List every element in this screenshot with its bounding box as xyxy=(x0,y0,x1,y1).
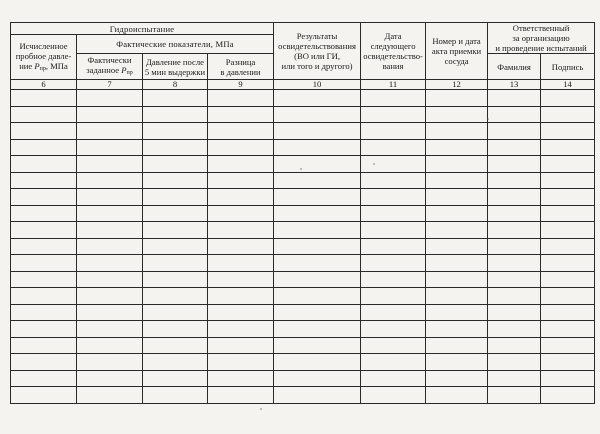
table-cell[interactable] xyxy=(361,255,426,272)
table-cell[interactable] xyxy=(426,123,488,140)
table-cell[interactable] xyxy=(361,156,426,173)
table-cell[interactable] xyxy=(361,90,426,107)
next-date-line3: вания xyxy=(382,61,404,71)
table-cell[interactable] xyxy=(11,222,77,239)
hydro-test-header: Гидроиспытание xyxy=(11,23,274,35)
table-cell[interactable] xyxy=(274,337,361,354)
table-cell[interactable] xyxy=(488,222,541,239)
surname-header: Фамилия xyxy=(488,54,541,80)
table-cell[interactable] xyxy=(143,139,208,156)
table-cell[interactable] xyxy=(426,321,488,338)
table-cell[interactable] xyxy=(361,238,426,255)
table-cell[interactable] xyxy=(426,90,488,107)
table-cell[interactable] xyxy=(11,370,77,387)
paper-speck xyxy=(373,163,375,165)
table-row xyxy=(11,238,595,255)
table-cell[interactable] xyxy=(77,238,143,255)
table-row xyxy=(11,288,595,305)
pressure-diff-line1: Разница xyxy=(225,56,256,67)
calc-pressure-line1: Исчисленное xyxy=(19,40,68,51)
table-cell[interactable] xyxy=(11,90,77,107)
table-row xyxy=(11,90,595,107)
table-cell[interactable] xyxy=(11,172,77,189)
results-line4: или того и другого) xyxy=(281,61,353,71)
table-cell[interactable] xyxy=(77,354,143,371)
table-cell[interactable] xyxy=(11,156,77,173)
act-header xyxy=(426,23,488,80)
table-cell[interactable] xyxy=(11,106,77,123)
table-cell[interactable] xyxy=(208,106,274,123)
table-cell[interactable] xyxy=(208,354,274,371)
table-cell[interactable] xyxy=(361,271,426,288)
table-cell[interactable] xyxy=(77,156,143,173)
actual-set-header xyxy=(77,54,143,80)
table-cell[interactable] xyxy=(426,156,488,173)
column-number: 10 xyxy=(274,80,361,90)
table-cell[interactable] xyxy=(274,189,361,206)
table-cell[interactable] xyxy=(11,205,77,222)
table-cell[interactable] xyxy=(488,123,541,140)
table-cell[interactable] xyxy=(143,387,208,404)
table-cell[interactable] xyxy=(488,189,541,206)
table-cell[interactable] xyxy=(541,321,595,338)
table-cell[interactable] xyxy=(77,189,143,206)
table-cell[interactable] xyxy=(488,288,541,305)
table-cell[interactable] xyxy=(208,90,274,107)
table-cell[interactable] xyxy=(143,189,208,206)
table-cell[interactable] xyxy=(541,222,595,239)
table-cell[interactable] xyxy=(274,271,361,288)
calc-pressure-line3: ние xyxy=(19,60,35,71)
table-cell[interactable] xyxy=(208,172,274,189)
table-cell[interactable] xyxy=(274,106,361,123)
act-line2: акта приемки xyxy=(431,46,482,56)
table-row xyxy=(11,271,595,288)
table-cell[interactable] xyxy=(541,370,595,387)
results-line2: освидетельствования xyxy=(278,41,356,51)
table-cell[interactable] xyxy=(77,139,143,156)
column-number: 13 xyxy=(488,80,541,90)
table-cell[interactable] xyxy=(361,288,426,305)
table-cell[interactable] xyxy=(361,205,426,222)
table-cell[interactable] xyxy=(11,304,77,321)
table-cell[interactable] xyxy=(11,238,77,255)
table-cell[interactable] xyxy=(541,238,595,255)
table-row xyxy=(11,189,595,206)
table-cell[interactable] xyxy=(77,106,143,123)
table-row xyxy=(11,387,595,404)
table-cell[interactable] xyxy=(488,139,541,156)
signature-header: Подпись xyxy=(541,54,595,80)
table-cell[interactable] xyxy=(488,172,541,189)
column-number: 14 xyxy=(541,80,595,90)
table-row xyxy=(11,304,595,321)
table-cell[interactable] xyxy=(208,387,274,404)
table-cell[interactable] xyxy=(274,387,361,404)
table-cell[interactable] xyxy=(208,238,274,255)
table-row xyxy=(11,172,595,189)
table-cell[interactable] xyxy=(488,238,541,255)
table-cell[interactable] xyxy=(541,288,595,305)
table-cell[interactable] xyxy=(274,321,361,338)
table-cell[interactable] xyxy=(143,222,208,239)
column-number: 12 xyxy=(426,80,488,90)
table-cell[interactable] xyxy=(488,387,541,404)
table-cell[interactable] xyxy=(77,304,143,321)
table-cell[interactable] xyxy=(426,222,488,239)
table-cell[interactable] xyxy=(274,255,361,272)
table-cell[interactable] xyxy=(488,304,541,321)
table-cell[interactable] xyxy=(541,172,595,189)
table-cell[interactable] xyxy=(208,255,274,272)
table-cell[interactable] xyxy=(77,337,143,354)
table-cell[interactable] xyxy=(77,321,143,338)
table-cell[interactable] xyxy=(143,123,208,140)
pressure-diff-line2: в давлении xyxy=(220,66,261,77)
table-row xyxy=(11,139,595,156)
next-date-line1: Дата следующего xyxy=(370,31,416,51)
table-cell[interactable] xyxy=(488,370,541,387)
table-cell[interactable] xyxy=(488,205,541,222)
table-cell[interactable] xyxy=(208,288,274,305)
table-cell[interactable] xyxy=(488,337,541,354)
calc-pressure-unit: , МПа xyxy=(45,60,68,71)
table-cell[interactable] xyxy=(77,370,143,387)
table-cell[interactable] xyxy=(11,271,77,288)
table-cell[interactable] xyxy=(208,156,274,173)
table-cell[interactable] xyxy=(274,156,361,173)
hydro-test-table xyxy=(10,22,595,404)
table-row xyxy=(11,321,595,338)
table-cell[interactable] xyxy=(77,288,143,305)
table-cell[interactable] xyxy=(77,222,143,239)
table-cell[interactable] xyxy=(426,271,488,288)
table-cell[interactable] xyxy=(274,370,361,387)
table-cell[interactable] xyxy=(426,288,488,305)
table-cell[interactable] xyxy=(208,123,274,140)
table-row xyxy=(11,255,595,272)
table-cell[interactable] xyxy=(541,139,595,156)
table-cell[interactable] xyxy=(426,354,488,371)
actual-set-symbol: P xyxy=(121,65,127,75)
table-cell[interactable] xyxy=(208,337,274,354)
table-cell[interactable] xyxy=(274,238,361,255)
table-cell[interactable] xyxy=(77,123,143,140)
calc-pressure-line2: пробное давле- xyxy=(15,50,72,61)
table-cell[interactable] xyxy=(488,90,541,107)
table-cell[interactable] xyxy=(274,304,361,321)
table-cell[interactable] xyxy=(361,189,426,206)
table-cell[interactable] xyxy=(361,337,426,354)
actual-set-line2: заданное xyxy=(86,65,122,75)
table-cell[interactable] xyxy=(208,205,274,222)
responsible-line1: Ответственный xyxy=(512,23,570,33)
table-cell[interactable] xyxy=(274,205,361,222)
table-cell[interactable] xyxy=(361,123,426,140)
column-number: 9 xyxy=(208,80,274,90)
table-cell[interactable] xyxy=(426,337,488,354)
table-cell[interactable] xyxy=(11,123,77,140)
table-row xyxy=(11,354,595,371)
paper-speck xyxy=(300,168,302,170)
table-cell[interactable] xyxy=(208,139,274,156)
table-cell[interactable] xyxy=(77,172,143,189)
table-cell[interactable] xyxy=(143,238,208,255)
column-number: 11 xyxy=(361,80,426,90)
responsible-line2: за организацию xyxy=(512,33,570,43)
table-cell[interactable] xyxy=(143,156,208,173)
pressure-after-header xyxy=(143,54,208,80)
table-cell[interactable] xyxy=(77,271,143,288)
table-cell[interactable] xyxy=(488,106,541,123)
table-cell[interactable] xyxy=(541,156,595,173)
table-cell[interactable] xyxy=(541,205,595,222)
table-cell[interactable] xyxy=(208,321,274,338)
actual-set-line1: Фактически xyxy=(87,55,132,65)
results-line1: Результаты xyxy=(296,31,338,41)
table-cell[interactable] xyxy=(488,321,541,338)
table-row xyxy=(11,106,595,123)
table-cell[interactable] xyxy=(426,304,488,321)
table-cell[interactable] xyxy=(426,255,488,272)
table-cell[interactable] xyxy=(143,354,208,371)
table-row xyxy=(11,156,595,173)
table-cell[interactable] xyxy=(11,189,77,206)
table-cell[interactable] xyxy=(426,370,488,387)
table-cell[interactable] xyxy=(426,205,488,222)
table-cell[interactable] xyxy=(488,354,541,371)
table-cell[interactable] xyxy=(541,337,595,354)
column-number: 6 xyxy=(11,80,77,90)
table-row xyxy=(11,123,595,140)
table-cell[interactable] xyxy=(143,370,208,387)
table-cell[interactable] xyxy=(361,304,426,321)
table-row xyxy=(11,205,595,222)
table-cell[interactable] xyxy=(208,271,274,288)
table-cell[interactable] xyxy=(11,337,77,354)
table-cell[interactable] xyxy=(426,387,488,404)
table-cell[interactable] xyxy=(274,288,361,305)
table-cell[interactable] xyxy=(11,387,77,404)
pressure-after-line2: 5 мин выдержки xyxy=(144,66,206,77)
table-cell[interactable] xyxy=(11,354,77,371)
pressure-diff-header xyxy=(208,54,274,80)
table-cell[interactable] xyxy=(143,304,208,321)
results-line3: (ВО или ГИ, xyxy=(294,51,340,61)
table-cell[interactable] xyxy=(274,123,361,140)
table-cell[interactable] xyxy=(77,387,143,404)
table-cell[interactable] xyxy=(361,321,426,338)
table-row xyxy=(11,370,595,387)
table-cell[interactable] xyxy=(361,354,426,371)
responsible-header xyxy=(488,23,595,54)
table-cell[interactable] xyxy=(361,387,426,404)
table-cell[interactable] xyxy=(143,205,208,222)
table-cell[interactable] xyxy=(143,172,208,189)
table-cell[interactable] xyxy=(143,321,208,338)
next-date-header xyxy=(361,23,426,80)
table-cell[interactable] xyxy=(541,304,595,321)
table-cell[interactable] xyxy=(77,255,143,272)
table-cell[interactable] xyxy=(488,156,541,173)
column-number: 7 xyxy=(77,80,143,90)
table-cell[interactable] xyxy=(361,139,426,156)
table-cell[interactable] xyxy=(11,321,77,338)
calc-pressure-symbol: P xyxy=(34,60,40,71)
table-cell[interactable] xyxy=(11,255,77,272)
table-cell[interactable] xyxy=(541,90,595,107)
table-cell[interactable] xyxy=(541,271,595,288)
table-cell[interactable] xyxy=(11,288,77,305)
pressure-after-line1: Давление после xyxy=(146,56,204,67)
paper-speck xyxy=(487,118,489,120)
table-cell[interactable] xyxy=(541,354,595,371)
calc-pressure-subscript: пр xyxy=(39,65,46,72)
table-cell[interactable] xyxy=(208,189,274,206)
table-cell[interactable] xyxy=(426,106,488,123)
table-cell[interactable] xyxy=(208,304,274,321)
actual-set-subscript: пр xyxy=(126,70,133,76)
calc-pressure-header xyxy=(11,35,77,80)
table-cell[interactable] xyxy=(361,106,426,123)
table-cell[interactable] xyxy=(541,106,595,123)
table-cell[interactable] xyxy=(488,255,541,272)
table-row xyxy=(11,337,595,354)
actual-indicators-header: Фактические показатели, МПа xyxy=(77,35,274,54)
table-row xyxy=(11,222,595,239)
next-date-line2: освидетельство- xyxy=(363,51,423,61)
table-cell[interactable] xyxy=(77,205,143,222)
table-cell[interactable] xyxy=(426,172,488,189)
table-cell[interactable] xyxy=(143,288,208,305)
table-cell[interactable] xyxy=(488,271,541,288)
table-cell[interactable] xyxy=(274,90,361,107)
act-line3: сосуда xyxy=(444,56,469,66)
table-cell[interactable] xyxy=(143,255,208,272)
table-cell[interactable] xyxy=(361,370,426,387)
table-cell[interactable] xyxy=(274,222,361,239)
table-cell[interactable] xyxy=(274,172,361,189)
table-cell[interactable] xyxy=(361,172,426,189)
table-cell[interactable] xyxy=(208,370,274,387)
column-numbers-row xyxy=(11,80,595,90)
column-number: 8 xyxy=(143,80,208,90)
table-cell[interactable] xyxy=(143,271,208,288)
table-cell[interactable] xyxy=(426,189,488,206)
table-cell[interactable] xyxy=(11,139,77,156)
results-header xyxy=(274,23,361,80)
responsible-line3: и проведение испытаний xyxy=(495,43,587,53)
act-line1: Номер и дата xyxy=(432,36,481,46)
table-cell[interactable] xyxy=(541,387,595,404)
table-cell[interactable] xyxy=(361,222,426,239)
table-cell[interactable] xyxy=(274,139,361,156)
table-cell[interactable] xyxy=(274,354,361,371)
table-cell[interactable] xyxy=(541,255,595,272)
table-cell[interactable] xyxy=(208,222,274,239)
table-cell[interactable] xyxy=(77,90,143,107)
table-cell[interactable] xyxy=(426,139,488,156)
table-cell[interactable] xyxy=(426,238,488,255)
table-cell[interactable] xyxy=(143,106,208,123)
table-cell[interactable] xyxy=(143,337,208,354)
table-cell[interactable] xyxy=(143,90,208,107)
table-cell[interactable] xyxy=(541,189,595,206)
table-cell[interactable] xyxy=(541,123,595,140)
paper-speck xyxy=(260,408,262,410)
